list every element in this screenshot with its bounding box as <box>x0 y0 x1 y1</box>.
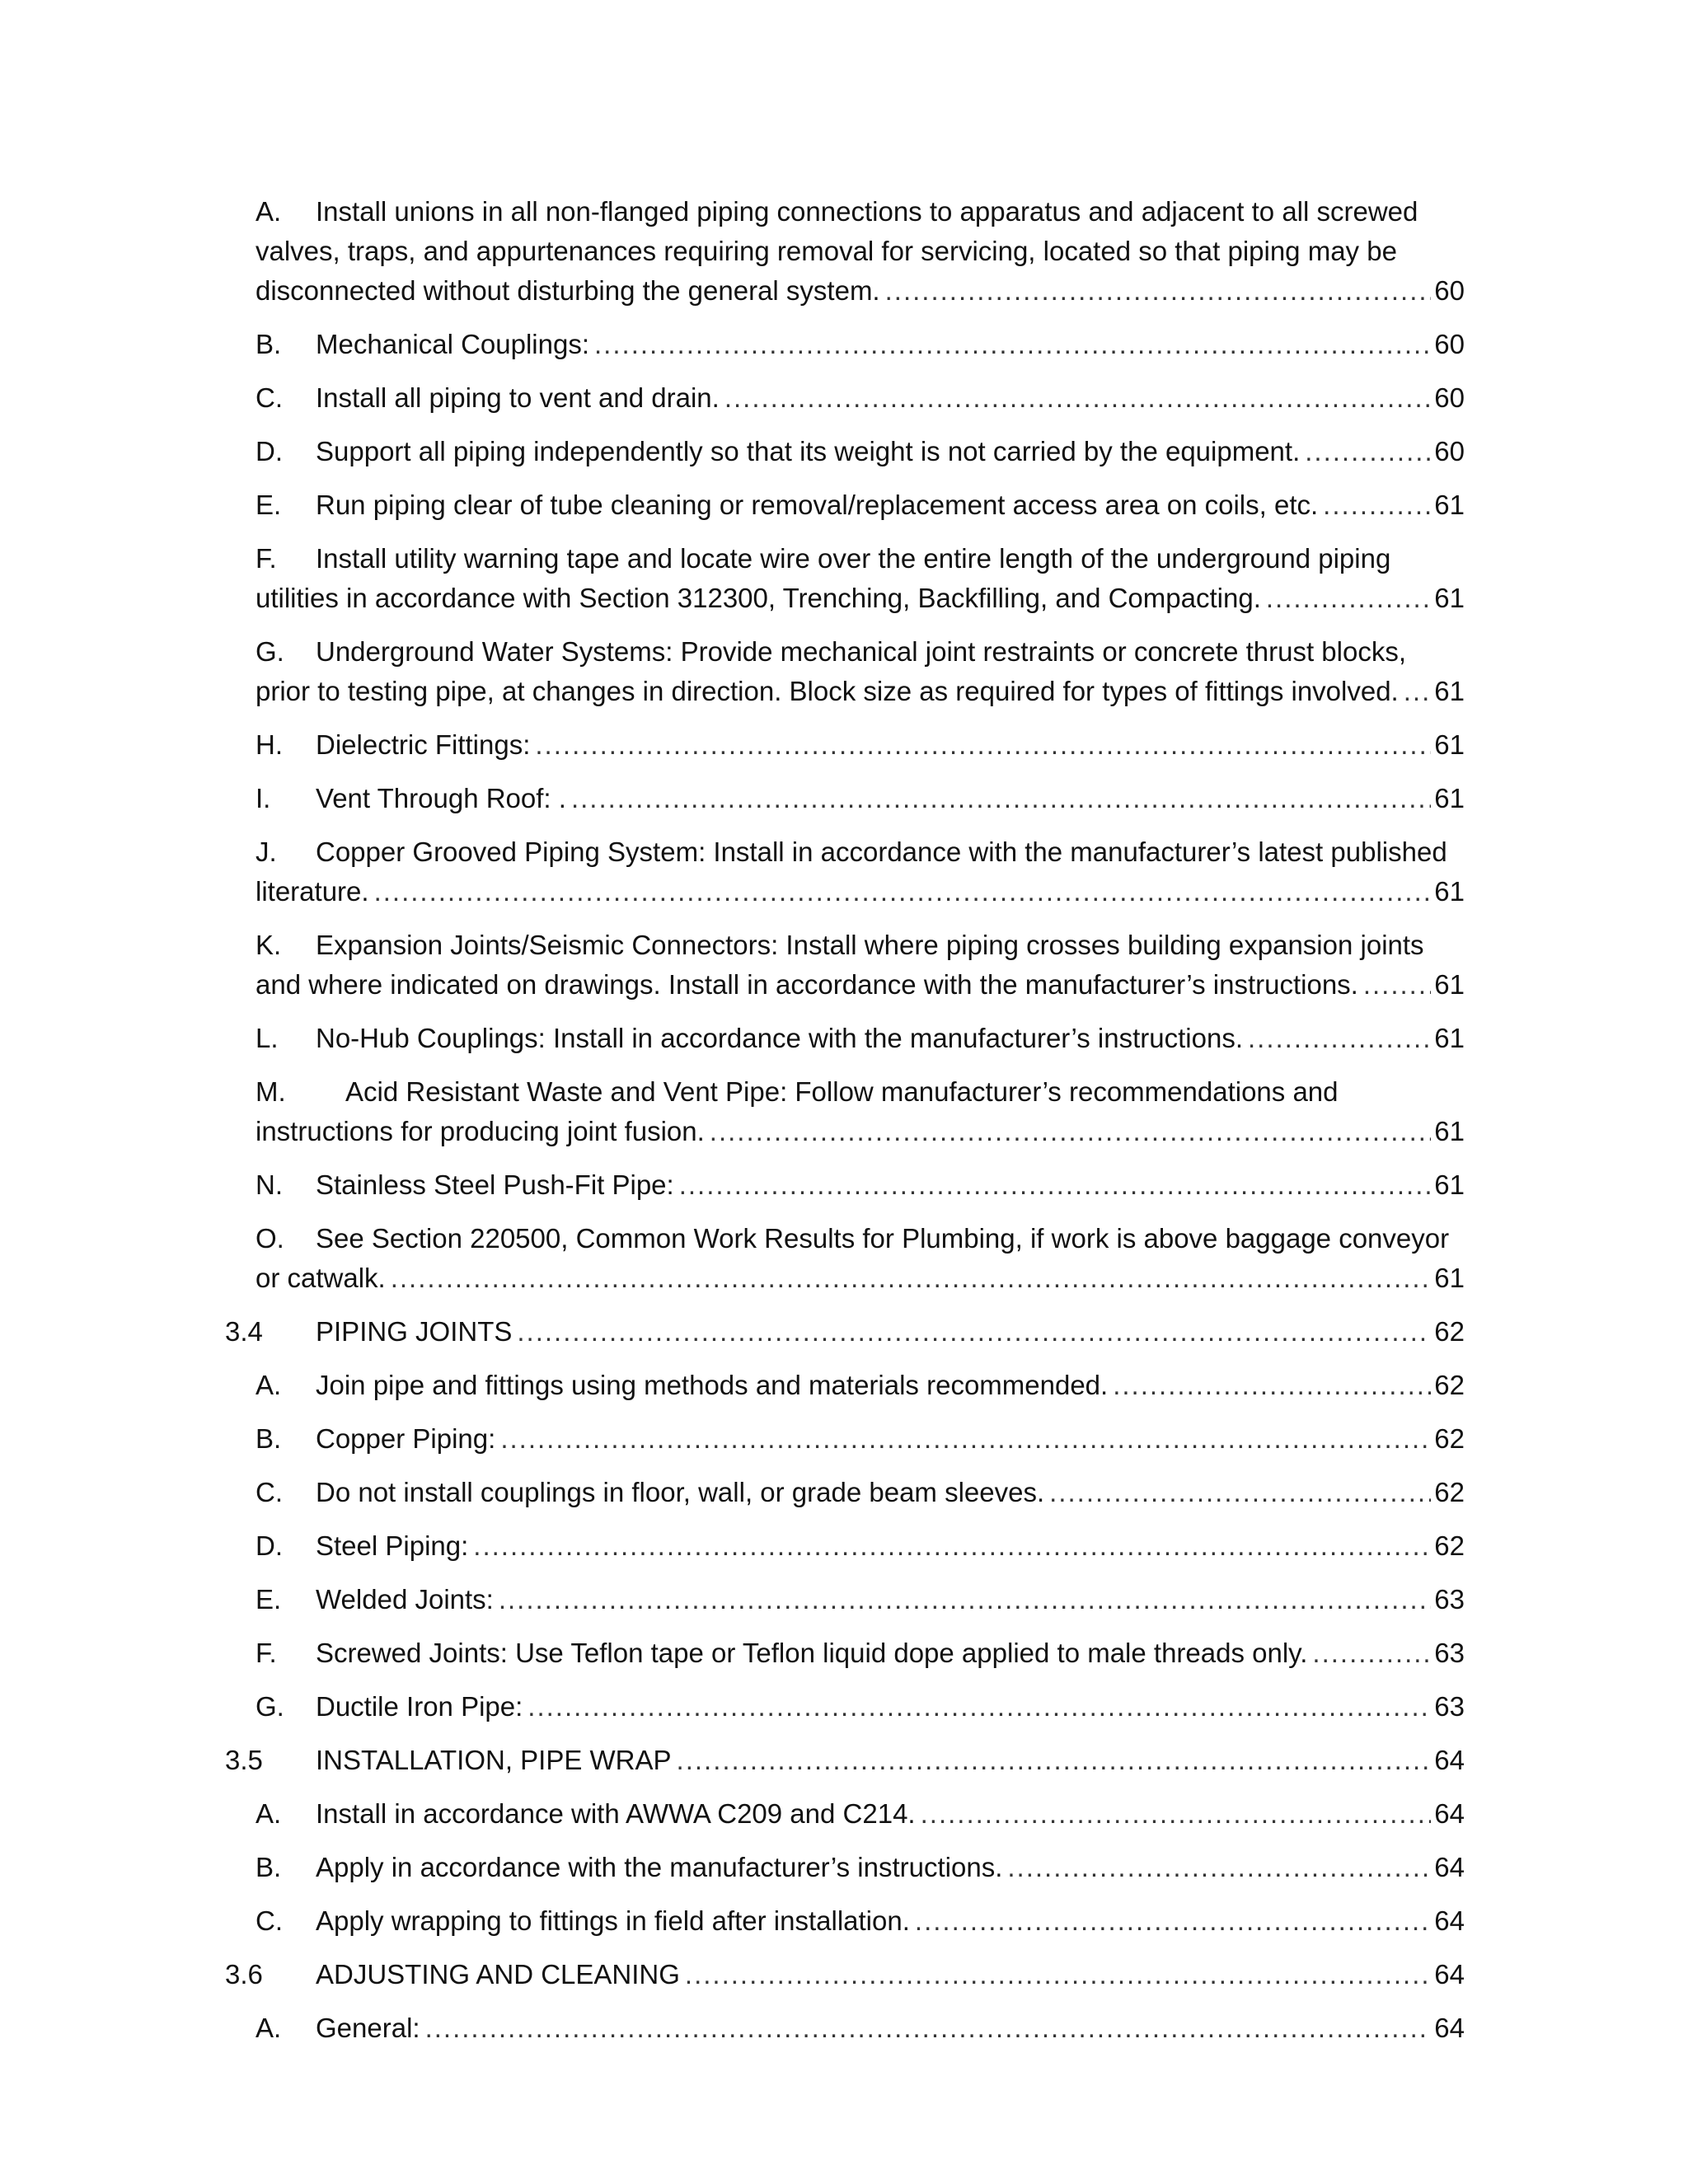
dot-leader <box>1404 672 1432 711</box>
toc-subentry[interactable] <box>256 1687 1465 1727</box>
dot-leader <box>374 872 1432 912</box>
toc-entry-text: instructions for producing joint fusion. <box>256 1116 705 1146</box>
toc-page-number: 63 <box>1434 1638 1465 1668</box>
toc-entry-text: disconnected without disturbing the general system. <box>256 275 880 306</box>
dot-leader <box>528 1687 1431 1727</box>
toc-subentry[interactable] <box>256 1165 1465 1205</box>
toc-subentry[interactable] <box>256 192 1465 311</box>
toc-entry-label: E. <box>256 490 282 520</box>
toc-subentry[interactable] <box>256 378 1465 418</box>
toc-entry-label: D. <box>256 1530 283 1561</box>
toc-page-number: 64 <box>1434 1905 1465 1936</box>
dot-leader <box>885 271 1432 311</box>
toc-entry-text: Underground Water Systems: Provide mechanical joint restraints or concrete thrust blocks, <box>316 636 1406 667</box>
toc-entry-text: Run piping clear of tube cleaning or removal/replacement access area on coils, etc. <box>316 490 1319 520</box>
toc-subentry[interactable] <box>256 1633 1465 1673</box>
toc-page-number: 62 <box>1434 1477 1465 1507</box>
toc-entry-label: G. <box>256 1691 284 1722</box>
toc-entry-label: B. <box>256 1852 282 1882</box>
toc-entry-text: Welded Joints: <box>316 1584 494 1615</box>
toc-page-number: 60 <box>1434 436 1465 466</box>
toc-subentry[interactable] <box>256 1219 1465 1298</box>
toc-page-number: 62 <box>1434 1316 1465 1347</box>
toc-entry-label: B. <box>256 1423 282 1454</box>
toc-subentry[interactable] <box>256 832 1465 912</box>
toc-entry-text: and where indicated on drawings. Install in accordance with the manufacturer’s instructions. <box>256 969 1358 1000</box>
toc-entry-label: 3.4 <box>225 1316 263 1347</box>
toc-entry-label: J. <box>256 837 277 867</box>
toc-entry-text: Do not install couplings in floor, wall, or grade beam sleeves. <box>316 1477 1045 1507</box>
toc-page-number: 62 <box>1434 1530 1465 1561</box>
toc-entry-text: Install all piping to vent and drain. <box>316 382 720 413</box>
toc-subentry[interactable] <box>256 1794 1465 1834</box>
toc-subentry[interactable] <box>256 1526 1465 1566</box>
toc-subentry[interactable] <box>256 926 1465 1005</box>
dot-leader <box>500 1419 1431 1459</box>
dot-leader <box>1266 579 1431 618</box>
toc-page-number: 60 <box>1434 382 1465 413</box>
toc-subentry[interactable] <box>256 1419 1465 1459</box>
toc-entry-label: A. <box>256 1370 282 1400</box>
toc-page-number: 61 <box>1434 783 1465 813</box>
toc-subentry[interactable] <box>256 2008 1465 2048</box>
toc-entry-text: Dielectric Fittings: <box>316 729 531 760</box>
toc-entry-label: E. <box>256 1584 282 1615</box>
toc-entry-label: C. <box>256 382 283 413</box>
toc-subentry[interactable] <box>256 1848 1465 1887</box>
toc-entry-text: Install in accordance with AWWA C209 and C214. <box>316 1798 916 1829</box>
toc-page-number: 61 <box>1434 1169 1465 1200</box>
toc-entry-text: Acid Resistant Waste and Vent Pipe: Follow manufacturer’s recommendations and <box>345 1076 1339 1107</box>
dot-leader <box>685 1955 1431 1994</box>
toc-entry-label: A. <box>256 196 282 227</box>
toc-page-number: 64 <box>1434 1798 1465 1829</box>
toc-page-number: 61 <box>1434 876 1465 907</box>
toc-subentry[interactable] <box>256 632 1465 711</box>
toc-page-number: 61 <box>1434 1116 1465 1146</box>
toc-page-number: 60 <box>1434 275 1465 306</box>
toc-entry-label: A. <box>256 2013 282 2043</box>
toc-section-entry[interactable] <box>225 1741 1465 1780</box>
toc-entry-label: F. <box>256 543 277 574</box>
toc-subentry[interactable] <box>256 432 1465 471</box>
dot-leader <box>535 725 1431 765</box>
dot-leader <box>391 1258 1432 1298</box>
toc-subentry[interactable] <box>256 1473 1465 1512</box>
dot-leader <box>679 1165 1432 1205</box>
toc-entry-label: K. <box>256 930 282 960</box>
toc-entry-text: Screwed Joints: Use Teflon tape or Teflon liquid dope applied to male threads only. <box>316 1638 1308 1668</box>
dot-leader <box>1007 1848 1431 1887</box>
dot-leader <box>710 1112 1431 1151</box>
dot-leader <box>1049 1473 1431 1512</box>
toc-entry-text: Support all piping independently so that its weight is not carried by the equipment. <box>316 436 1301 466</box>
toc-entry-text: Vent Through Roof: . <box>316 783 566 813</box>
toc-entry-label: A. <box>256 1798 282 1829</box>
toc-page-number: 62 <box>1434 1370 1465 1400</box>
toc-entry-label: C. <box>256 1477 283 1507</box>
toc-entry-text: Apply in accordance with the manufacturer’s instructions. <box>316 1852 1003 1882</box>
toc-page-number: 61 <box>1434 490 1465 520</box>
dot-leader <box>677 1741 1432 1780</box>
toc-entry-text: General: <box>316 2013 420 2043</box>
toc-subentry[interactable] <box>256 779 1465 818</box>
toc-entry-label: L. <box>256 1023 279 1053</box>
dot-leader <box>1323 485 1431 525</box>
dot-leader <box>724 378 1431 418</box>
dot-leader <box>915 1901 1431 1941</box>
toc-entry-label: M. <box>256 1076 286 1107</box>
dot-leader <box>499 1580 1431 1619</box>
toc-entry-label: H. <box>256 729 283 760</box>
toc-entry-text: No-Hub Couplings: Install in accordance with the manufacturer’s instructions. <box>316 1023 1243 1053</box>
toc-entry-text: Install unions in all non-flanged piping connections to apparatus and adjacent to all screwed <box>316 196 1418 227</box>
toc-entry-text: Mechanical Couplings: <box>316 329 590 359</box>
toc-section-entry[interactable] <box>225 1955 1465 1994</box>
toc-section-entry[interactable] <box>225 1312 1465 1352</box>
toc-page-number: 64 <box>1434 2013 1465 2043</box>
toc-page-number: 64 <box>1434 1745 1465 1775</box>
toc-page-number: 61 <box>1434 583 1465 613</box>
toc-entry-label: G. <box>256 636 284 667</box>
toc-subentry[interactable] <box>256 1072 1465 1151</box>
table-of-contents <box>0 192 1688 2062</box>
toc-subentry[interactable] <box>256 1901 1465 1941</box>
toc-page-number: 61 <box>1434 1023 1465 1053</box>
toc-entry-label: 3.6 <box>225 1959 263 1990</box>
toc-page-number: 64 <box>1434 1852 1465 1882</box>
toc-subentry[interactable] <box>256 539 1465 618</box>
toc-entry-text: Ductile Iron Pipe: <box>316 1691 523 1722</box>
toc-entry-text: or catwalk. <box>256 1263 386 1293</box>
toc-entry-text: Apply wrapping to fittings in field after installation. <box>316 1905 910 1936</box>
dot-leader <box>1248 1019 1431 1058</box>
toc-subentry[interactable] <box>256 485 1465 525</box>
dot-leader <box>425 2008 1432 2048</box>
toc-page-number: 63 <box>1434 1691 1465 1722</box>
toc-entry-label: D. <box>256 436 283 466</box>
toc-entry-text: Install utility warning tape and locate wire over the entire length of the underground piping <box>316 543 1391 574</box>
toc-entry-text: literature. <box>256 876 369 907</box>
toc-page-number: 63 <box>1434 1584 1465 1615</box>
dot-leader <box>571 779 1431 818</box>
toc-entry-label: F. <box>256 1638 277 1668</box>
toc-page-number: 64 <box>1434 1959 1465 1990</box>
toc-entry-text: See Section 220500, Common Work Results for Plumbing, if work is above baggage conveyor <box>316 1223 1450 1254</box>
dot-leader <box>594 325 1431 364</box>
dot-leader <box>473 1526 1431 1566</box>
toc-subentry[interactable] <box>256 725 1465 765</box>
toc-entry-text: Expansion Joints/Seismic Connectors: Install where piping crosses building expansion joints <box>316 930 1424 960</box>
toc-page-number: 60 <box>1434 329 1465 359</box>
toc-page-number: 61 <box>1434 1263 1465 1293</box>
toc-entry-label: C. <box>256 1905 283 1936</box>
dot-leader <box>1312 1633 1431 1673</box>
toc-entry-label: O. <box>256 1223 284 1254</box>
toc-subentry[interactable] <box>256 1580 1465 1619</box>
dot-leader <box>921 1794 1432 1834</box>
toc-entry-text: Stainless Steel Push-Fit Pipe: <box>316 1169 674 1200</box>
toc-entry-label: I. <box>256 783 271 813</box>
toc-entry-text: valves, traps, and appurtenances requiring removal for servicing, located so that piping may be <box>256 236 1397 266</box>
dot-leader <box>1363 965 1431 1005</box>
toc-entry-text: Copper Piping: <box>316 1423 496 1454</box>
toc-subentry[interactable] <box>256 1019 1465 1058</box>
toc-entry-text: ADJUSTING AND CLEANING <box>316 1959 680 1990</box>
toc-entry-label: 3.5 <box>225 1745 263 1775</box>
toc-entry-text: PIPING JOINTS <box>316 1316 513 1347</box>
toc-entry-label: N. <box>256 1169 283 1200</box>
toc-subentry[interactable] <box>256 325 1465 364</box>
dot-leader <box>517 1312 1431 1352</box>
toc-entry-text: prior to testing pipe, at changes in direction. Block size as required for types of fittings involved. <box>256 676 1399 706</box>
toc-entry-text: utilities in accordance with Section 312300, Trenching, Backfilling, and Compacting. <box>256 583 1261 613</box>
toc-entry-text: INSTALLATION, PIPE WRAP <box>316 1745 672 1775</box>
toc-entry-text: Join pipe and fittings using methods and materials recommended. <box>316 1370 1109 1400</box>
toc-page-number: 61 <box>1434 969 1465 1000</box>
toc-subentry[interactable] <box>256 1366 1465 1405</box>
dot-leader <box>1113 1366 1431 1405</box>
toc-entry-label: B. <box>256 329 282 359</box>
toc-entry-text: Steel Piping: <box>316 1530 469 1561</box>
toc-entry-text: Copper Grooved Piping System: Install in accordance with the manufacturer’s latest published <box>316 837 1447 867</box>
dot-leader <box>1305 432 1431 471</box>
toc-page-number: 62 <box>1434 1423 1465 1454</box>
toc-page-number: 61 <box>1434 676 1465 706</box>
toc-page-number: 61 <box>1434 729 1465 760</box>
